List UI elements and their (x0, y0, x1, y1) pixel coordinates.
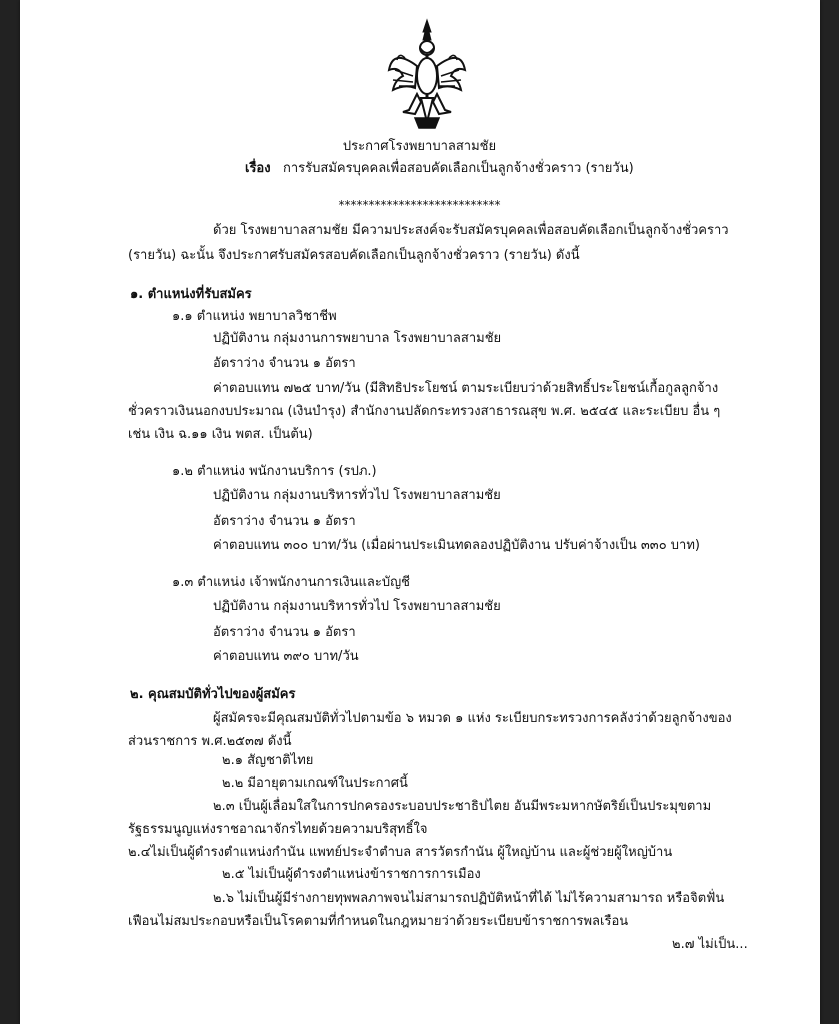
section-2-intro-1: ผู้สมัครจะมีคุณสมบัติทั่วไปตามข้อ ๖ หมวด ๑ แห่ง ระเบียบกระทรวงการคลังว่าด้วยลูกจ้างของ (213, 711, 732, 726)
section-2-heading: ๒. คุณสมบัติทั่วไปของผู้สมัคร (130, 687, 296, 702)
qualification-2-3-a: ๒.๓ เป็นผู้เลื่อมใสในการปกครองระบอบประชาธิปไตย อันมีพระมหากษัตริย์เป็นประมุขตาม (213, 799, 712, 814)
position-1-pay-2: ชั่วคราวเงินนอกงบประมาณ (เงินบำรุง) สำนักงานปลัดกระทรวงสาธารณสุข พ.ศ. ๒๕๔๕ และระเบียบ อื่น ๆ (128, 404, 721, 419)
position-2-work: ปฏิบัติงาน กลุ่มงานบริหารทั่วไป โรงพยาบาลสามชัย (213, 488, 501, 503)
subject-text: การรับสมัครบุคคลเพื่อสอบคัดเลือกเป็นลูกจ้างชั่วคราว (รายวัน) (283, 161, 634, 176)
position-2-vacancy: อัตราว่าง จำนวน ๑ อัตรา (213, 514, 356, 529)
section-2-intro-2: ส่วนราชการ พ.ศ.๒๕๓๗ ดังนี้ (128, 734, 292, 749)
qualification-2-6-b: เฟือนไม่สมประกอบหรือเป็นโรคตามที่กำหนดในกฎหมายว่าด้วยระเบียบข้าราชการพลเรือน (128, 914, 629, 929)
qualification-2-1: ๒.๑ สัญชาติไทย (222, 753, 314, 768)
subject-line (245, 160, 634, 178)
position-3-title: ๑.๓ ตำแหน่ง เจ้าพนักงานการเงินและบัญชี (172, 575, 410, 590)
section-1-heading: ๑. ตำแหน่งที่รับสมัคร (130, 287, 252, 302)
position-1-work: ปฏิบัติงาน กลุ่มงานการพยาบาล โรงพยาบาลสามชัย (213, 331, 502, 346)
position-1-pay-1: ค่าตอบแทน ๗๒๕ บาท/วัน (มีสิทธิประโยชน์ ตามระเบียบว่าด้วยสิทธิ์ประโยชน์เกื้อกูลลูกจ้าง (213, 381, 719, 396)
position-2-title: ๑.๒ ตำแหน่ง พนักงานบริการ (รปภ.) (172, 464, 377, 479)
garuda-emblem-icon (385, 18, 470, 130)
separator-line: *************************** (338, 198, 501, 212)
position-1-vacancy: อัตราว่าง จำนวน ๑ อัตรา (213, 356, 356, 371)
position-3-pay: ค่าตอบแทน ๓๙๐ บาท/วัน (213, 649, 359, 664)
position-1-pay-3: เช่น เงิน ฉ.๑๑ เงิน พตส. เป็นต้น) (128, 427, 313, 442)
intro-line-1: ด้วย โรงพยาบาลสามชัย มีความประสงค์จะรับสมัครบุคคลเพื่อสอบคัดเลือกเป็นลูกจ้างชั่วคราว (213, 223, 729, 238)
qualification-2-3-b: รัฐธรรมนูญแห่งราชอาณาจักรไทยด้วยความบริสุทธิ์ใจ (128, 822, 428, 837)
position-3-work: ปฏิบัติงาน กลุ่มงานบริหารทั่วไป โรงพยาบาลสามชัย (213, 599, 501, 614)
position-2-pay: ค่าตอบแทน ๓๐๐ บาท/วัน (เมื่อผ่านประเมินทดลองปฏิบัติงาน ปรับค่าจ้างเป็น ๓๓๐ บาท) (213, 538, 700, 553)
position-3-vacancy: อัตราว่าง จำนวน ๑ อัตรา (213, 625, 356, 640)
qualification-2-6-a: ๒.๖ ไม่เป็นผู้มีร่างกายทุพพลภาพจนไม่สามารถปฏิบัติหน้าที่ได้ ไม่ไร้ความสามารถ หรือจิตฟั่น (213, 891, 725, 906)
position-1-title: ๑.๑ ตำแหน่ง พยาบาลวิชาชีพ (172, 309, 337, 324)
qualification-2-5: ๒.๕ ไม่เป็นผู้ดำรงตำแหน่งข้าราชการการเมือง (222, 867, 481, 882)
intro-line-2: (รายวัน) ฉะนั้น จึงประกาศรับสมัครสอบคัดเลือกเป็นลูกจ้างชั่วคราว (รายวัน) ดังนี้ (128, 248, 580, 263)
subject-label: เรื่อง (245, 161, 271, 176)
continued-marker: ๒.๗ ไม่เป็น... (672, 937, 748, 952)
announcement-title: ประกาศโรงพยาบาลสามชัย (342, 139, 497, 154)
qualification-2-2: ๒.๒ มีอายุตามเกณฑ์ในประกาศนี้ (222, 776, 408, 791)
qualification-2-4: ๒.๔ไม่เป็นผู้ดำรงตำแหน่งกำนัน แพทย์ประจำตำบล สารวัตรกำนัน ผู้ใหญ่บ้าน และผู้ช่วยผู้ใหญ่บ้าน (128, 845, 673, 860)
